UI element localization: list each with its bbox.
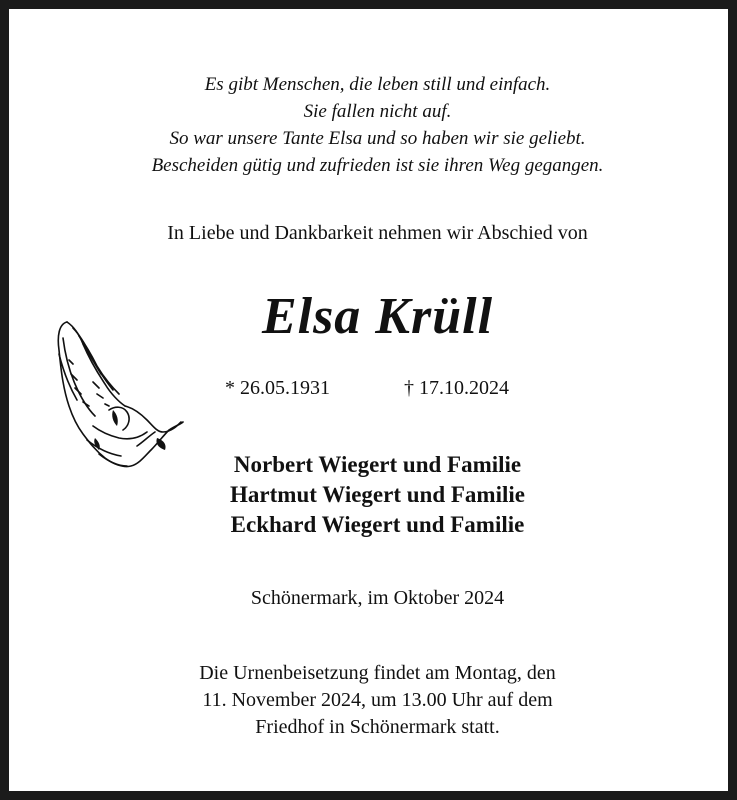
mourner-name: Norbert Wiegert und Familie [233, 452, 522, 477]
poem-line: Bescheiden gütig und zufrieden ist sie ihren Weg gegangen. [151, 155, 604, 176]
mourner-name: Eckhard Wiegert und Familie [230, 512, 525, 537]
mourners-list [9, 450, 737, 540]
funeral-info-line: Die Urnenbeisetzung findet am Montag, den [199, 662, 556, 684]
birth-date: * 26.05.1931 [225, 377, 330, 399]
poem-line: Es gibt Menschen, die leben still und einfach. [204, 74, 551, 95]
funeral-info-line: 11. November 2024, um 13.00 Uhr auf dem [202, 689, 553, 711]
death-date: † 17.10.2024 [404, 377, 509, 399]
intro-text: In Liebe und Dankbarkeit nehmen wir Abschied von [167, 222, 588, 244]
poem [9, 71, 737, 179]
funeral-info-line: Friedhof in Schönermark statt. [255, 716, 500, 738]
mourner-name: Hartmut Wiegert und Familie [230, 482, 525, 507]
place-date: Schönermark, im Oktober 2024 [250, 587, 505, 609]
poem-line: Sie fallen nicht auf. [303, 101, 452, 122]
funeral-info [9, 660, 737, 741]
poem-line: So war unsere Tante Elsa und so haben wir sie geliebt. [169, 128, 586, 149]
deceased-name: Elsa Krüll [261, 288, 494, 345]
